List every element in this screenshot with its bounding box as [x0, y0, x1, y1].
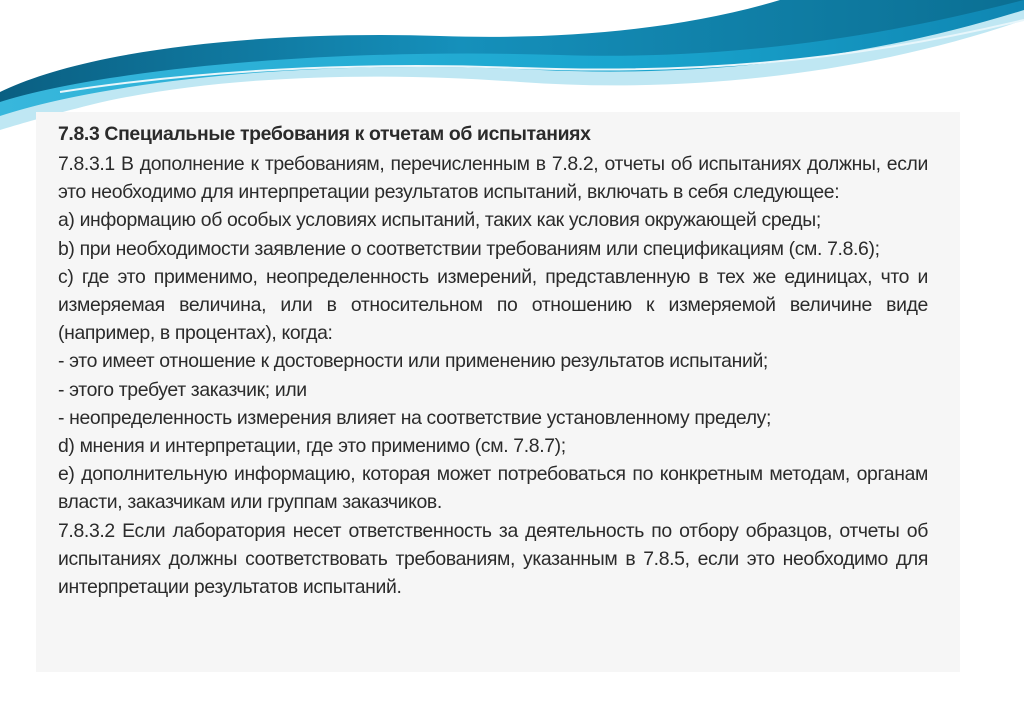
paragraph-7-8-3-2: 7.8.3.2 Если лаборатория несет ответственность за деятельность по отбору образцов, отчеты об испытаниях должны соответствовать требованиям, указанным в 7.8.5, если это необходимо для интерпретации результатов испытаний. — [58, 519, 928, 599]
section-heading: 7.8.3 Специальные требования к отчетам об испытаниях — [58, 123, 591, 145]
list-item-c: c) где это применимо, неопределенность измерений, представленную в тех же единицах, что и измеряемая величина, или в относительном по отношению к измеряемой величине виде (например, в процентах), когда: — [58, 265, 928, 345]
document-text — [58, 120, 928, 601]
list-item-b: b) при необходимости заявление о соответствии требованиям или спецификациям (см. 7.8.6); — [58, 237, 880, 260]
list-item-d: d) мнения и интерпретации, где это применимо (см. 7.8.7); — [58, 435, 566, 458]
list-item-e: e) дополнительную информацию, которая может потребоваться по конкретным методам, органам власти, заказчикам или группам заказчиков. — [58, 463, 928, 514]
sub-item-limit: - неопределенность измерения влияет на соответствие установленному пределу; — [58, 406, 772, 429]
decorative-wave-header — [0, 0, 1024, 130]
sub-item-customer: - этого требует заказчик; или — [58, 378, 307, 401]
paragraph-7-8-3-1: 7.8.3.1 В дополнение к требованиям, перечисленным в 7.8.2, отчеты об испытаниях должны, если это необходимо для интерпретации результатов испытаний, включать в себя следующее: — [58, 153, 928, 204]
sub-item-reliability: - это имеет отношение к достоверности или применению результатов испытаний; — [58, 350, 768, 373]
list-item-a: a) информацию об особых условиях испытаний, таких как условия окружающей среды; — [58, 209, 821, 232]
